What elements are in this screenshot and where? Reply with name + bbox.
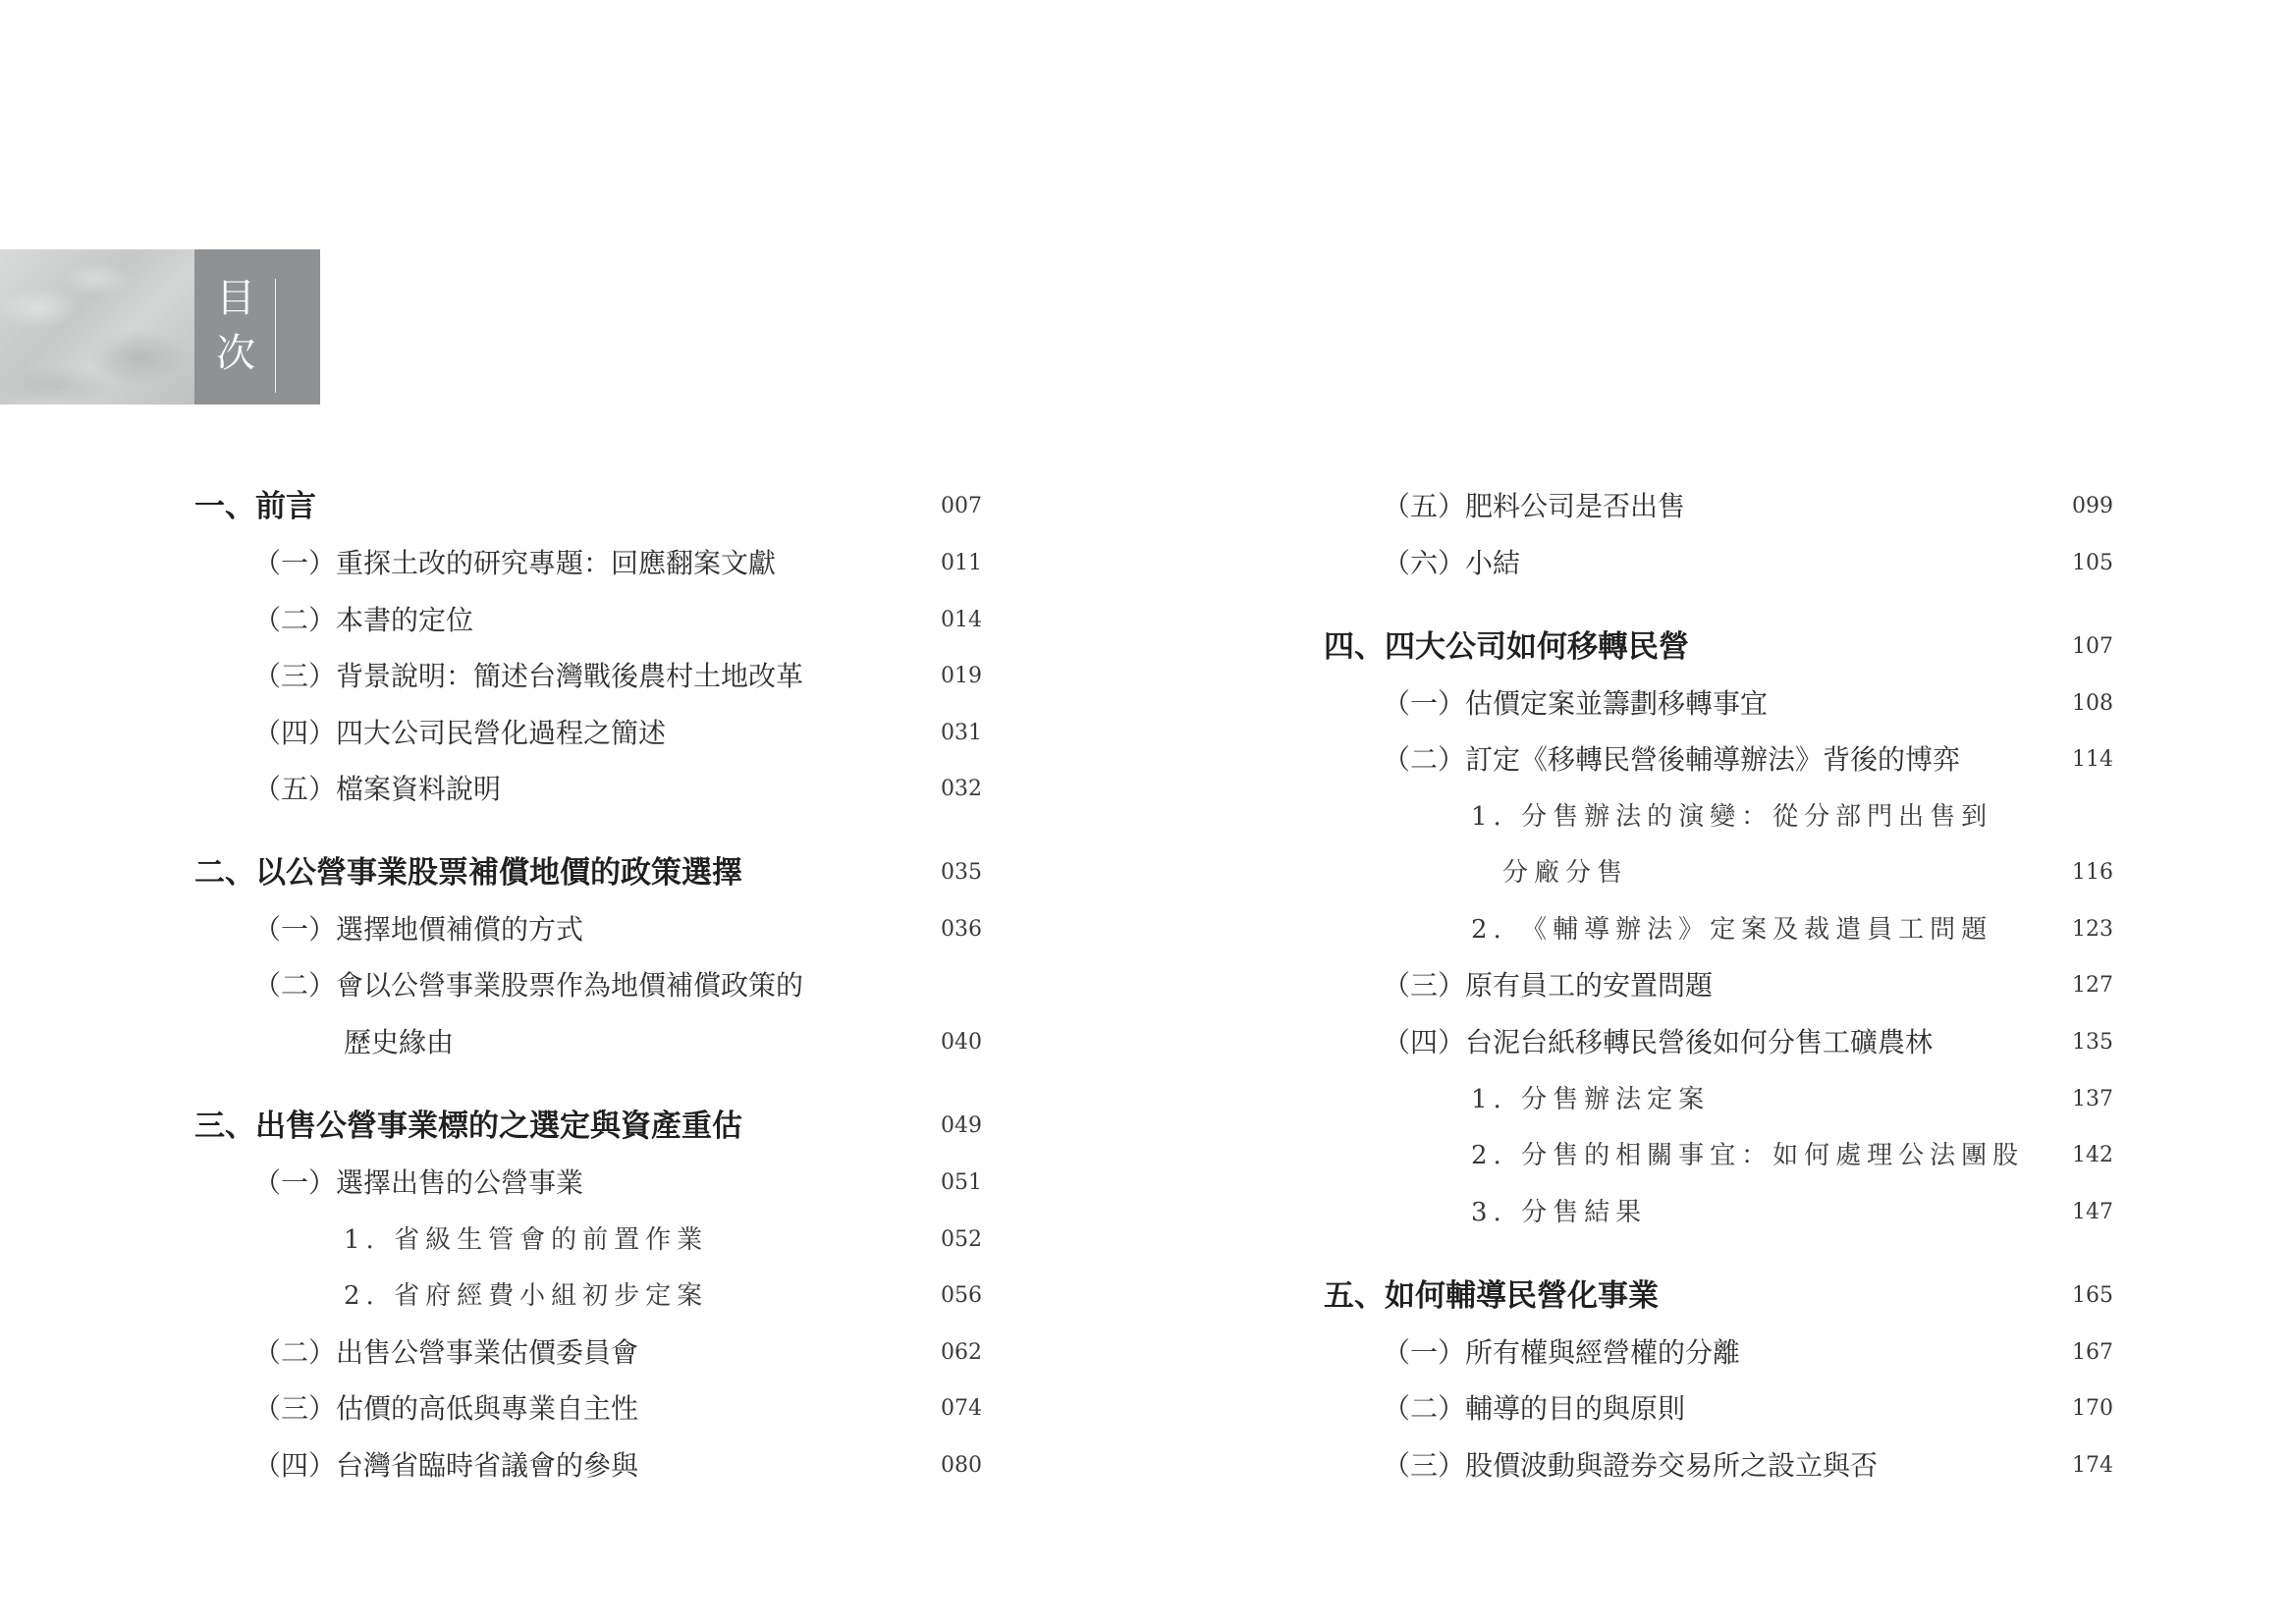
toc-section[interactable]: （三）原有員工的安置問題	[1383, 969, 1714, 1001]
toc-section[interactable]: （五）肥料公司是否出售	[1383, 490, 1686, 522]
page-title	[216, 271, 255, 381]
toc-page-number: 108	[2072, 691, 2113, 716]
toc-section[interactable]: （一）估價定案並籌劃移轉事宜	[1383, 687, 1769, 720]
toc-page-number: 099	[2072, 494, 2113, 518]
toc-page-number: 014	[941, 608, 982, 632]
toc-subsection[interactable]: 1. 分售辦法的演變：從分部門出售到	[1471, 802, 1993, 832]
toc-page-number: 147	[2072, 1200, 2113, 1224]
heading-divider	[275, 279, 276, 393]
toc-page-number: 032	[941, 777, 982, 801]
toc-page-number: 127	[2072, 973, 2113, 998]
heading-block	[194, 249, 320, 405]
toc-subsection[interactable]: 1. 分售辦法定案	[1471, 1085, 1711, 1114]
toc-page-number: 049	[941, 1113, 982, 1138]
toc-section[interactable]: （三）估價的高低與專業自主性	[253, 1392, 639, 1425]
toc-page-number: 052	[941, 1227, 982, 1252]
toc-section[interactable]: （二）本書的定位	[253, 604, 474, 636]
toc-page-number: 167	[2072, 1340, 2113, 1365]
toc-page-number: 123	[2072, 917, 2113, 942]
toc-page-number: 165	[2072, 1283, 2113, 1308]
toc-page-number: 137	[2072, 1087, 2113, 1111]
toc-chapter-1[interactable]: 一、前言	[194, 489, 316, 524]
toc-section[interactable]: （三）股價波動與證券交易所之設立與否	[1383, 1449, 1879, 1482]
toc-page-number: 036	[941, 917, 982, 942]
toc-chapter-2[interactable]: 二、以公營事業股票補償地價的政策選擇	[194, 855, 742, 891]
toc-section[interactable]: （四）台泥台紙移轉民營後如何分售工礦農林	[1383, 1026, 1934, 1058]
toc-section[interactable]: （四）台灣省臨時省議會的參與	[253, 1449, 639, 1482]
toc-section[interactable]: （二）會以公營事業股票作為地價補償政策的	[253, 969, 804, 1001]
toc-page-number: 007	[941, 494, 982, 518]
toc-section[interactable]: （五）檔案資料說明	[253, 773, 502, 805]
toc-page-number: 056	[941, 1283, 982, 1308]
toc-section[interactable]: （二）輔導的目的與原則	[1383, 1392, 1686, 1425]
toc-chapter-5[interactable]: 五、如何輔導民營化事業	[1324, 1278, 1659, 1314]
toc-section[interactable]: （四）四大公司民營化過程之簡述	[253, 717, 667, 749]
toc-chapter-3[interactable]: 三、出售公營事業標的之選定與資產重估	[194, 1109, 742, 1144]
toc-subsection[interactable]: 2. 分售的相關事宜：如何處理公法團股	[1471, 1141, 2025, 1170]
toc-page-number: 074	[941, 1396, 982, 1421]
toc-chapter-4[interactable]: 四、四大公司如何移轉民營	[1324, 629, 1689, 665]
toc-section[interactable]: （六）小結	[1383, 547, 1521, 579]
toc-subsection[interactable]: 1. 省級生管會的前置作業	[344, 1225, 709, 1255]
toc-page-number: 142	[2072, 1143, 2113, 1167]
toc-page-number: 107	[2072, 634, 2113, 659]
toc-page-number: 114	[2072, 747, 2113, 772]
toc-page-number: 011	[941, 551, 982, 575]
toc-page-number: 135	[2072, 1030, 2113, 1055]
toc-section[interactable]: （一）選擇出售的公營事業	[253, 1166, 584, 1199]
toc-subsection[interactable]: 2. 《輔導辦法》定案及裁遣員工問題	[1471, 915, 1993, 945]
toc-page-number: 170	[2072, 1396, 2113, 1421]
toc-page-number: 051	[941, 1170, 982, 1195]
toc-section[interactable]: （一）重探土改的研究專題：回應翻案文獻	[253, 547, 777, 579]
page-title-char-1: 目	[216, 276, 255, 321]
toc-page-number: 019	[941, 664, 982, 688]
toc-page-number: 116	[2072, 860, 2113, 885]
toc-page-number: 040	[941, 1030, 982, 1055]
toc-page-number: 035	[941, 860, 982, 885]
toc-section[interactable]: （一）選擇地價補償的方式	[253, 913, 584, 946]
toc-section[interactable]: （一）所有權與經營權的分離	[1383, 1336, 1741, 1369]
toc-section[interactable]: （二）出售公營事業估價委員會	[253, 1336, 639, 1369]
toc-page-number: 080	[941, 1453, 982, 1478]
toc-subsection[interactable]: 3. 分售結果	[1471, 1198, 1648, 1227]
toc-section[interactable]: （二）訂定《移轉民營後輔導辦法》背後的博弈	[1383, 743, 1961, 776]
toc-page-number: 031	[941, 721, 982, 745]
toc-subsection-continuation[interactable]: 分廠分售	[1502, 858, 1629, 888]
page-title-char-2: 次	[216, 331, 255, 376]
toc-page-number: 174	[2072, 1453, 2113, 1478]
toc-subsection[interactable]: 2. 省府經費小組初步定案	[344, 1281, 709, 1311]
toc-page-number: 062	[941, 1340, 982, 1365]
toc-section-continuation[interactable]: 歷史緣由	[344, 1026, 455, 1058]
heading-texture-panel	[0, 249, 194, 405]
toc-section[interactable]: （三）背景說明：簡述台灣戰後農村土地改革	[253, 660, 804, 692]
toc-page-number: 105	[2072, 551, 2113, 575]
